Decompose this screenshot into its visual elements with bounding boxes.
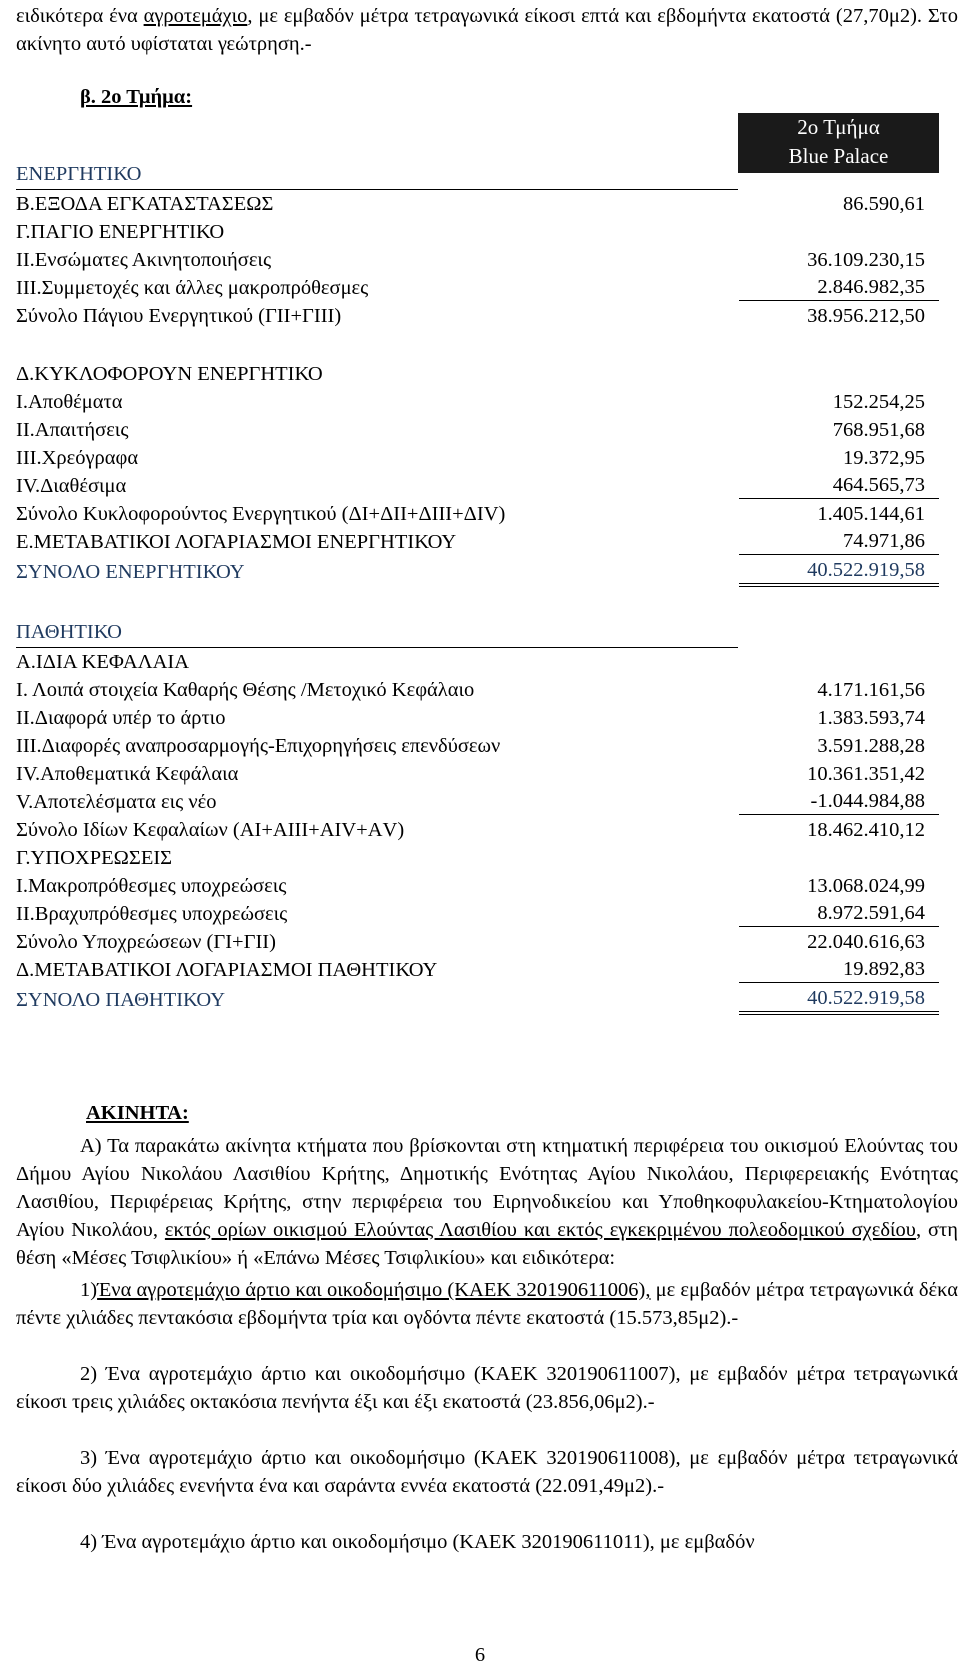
column-header-line-1: 2ο Τμήμα (797, 115, 880, 139)
item-underlined: Ένα αγροτεμάχιο άρτιο και οικοδομήσιμο (ΚΑΕΚ 320190611006), (97, 1279, 651, 1301)
row-label: Σύνολο Ιδίων Κεφαλαίων (ΑΙ+ΑΙΙΙ+ΑΙV+ΑV) (16, 819, 405, 841)
section-title: β. 2ο Τμήμα: (80, 86, 193, 108)
table-row (16, 416, 939, 444)
row-value: 768.951,68 (832, 419, 925, 441)
row-label: ΣΥΝΟΛΟ ΕΝΕΡΓΗΤΙΚΟΥ (16, 561, 245, 583)
row-value: 1.383.593,74 (817, 707, 925, 729)
property-item-3: 3) Ένα αγροτεμάχιο άρτιο και οικοδομήσιμο (ΚΑΕΚ 320190611008), με εμβαδόν μέτρα τετραγωνικά είκοσι δύο χιλιάδες ενενήντα ένα και σαράντα εννέα εκατοστά (22.091,49μ2).- (16, 1447, 958, 1497)
row-value: 2.846.982,35 (739, 274, 939, 301)
row-label: ΙΙΙ.Διαφορές αναπροσαρμογής-Επιχορηγήσεις επενδύσεων (16, 735, 501, 757)
assets-total-row (16, 558, 939, 586)
item-number: 1) (80, 1279, 98, 1301)
properties-heading: ΑΚΙΝΗΤΑ: (86, 1102, 189, 1124)
table-row (16, 274, 939, 302)
column-header-line-2: Blue Palace (788, 144, 889, 168)
row-label: ΙΙ.Βραχυπρόθεσμες υποχρεώσεις (16, 903, 288, 925)
row-value: 4.171.161,56 (817, 679, 925, 701)
liabilities-title: ΠΑΘΗΤΙΚΟ (16, 621, 122, 643)
table-row (16, 302, 939, 330)
property-item-1 (16, 1276, 958, 1332)
table-row (16, 704, 939, 732)
row-label: Γ.ΥΠΟΧΡΕΩΣΕΙΣ (16, 847, 173, 869)
row-label: Α.ΙΔΙΑ ΚΕΦΑΛΑΙΑ (16, 651, 189, 673)
row-label: ΙΙΙ.Συμμετοχές και άλλες μακροπρόθεσμες (16, 277, 369, 299)
table-row (16, 218, 939, 246)
intro-paragraph (16, 2, 958, 58)
table-row (16, 956, 939, 984)
assets-title-row (16, 160, 939, 188)
table-row (16, 872, 939, 900)
intro-text-2: , με εμβαδόν μέτρα τετραγωνικά είκοσι επτά και εβδομήντα εκατοστά (27,70μ2). Στο ακίνητο αυτό υφίσταται γεώτρηση.- (16, 5, 958, 55)
row-label: Ι.Μακροπρόθεσμες υποχρεώσεις (16, 875, 287, 897)
row-value: 22.040.616,63 (807, 931, 925, 953)
table-row (16, 788, 939, 816)
row-label: Σύνολο Πάγιου Ενεργητικού (ΓΙΙ+ΓΙΙΙ) (16, 305, 342, 327)
table-row (16, 246, 939, 274)
row-value: 36.109.230,15 (807, 249, 925, 271)
table-row (16, 190, 939, 218)
liabilities-total-row (16, 986, 939, 1014)
row-label: Σύνολο Κυκλοφορούντος Ενεργητικού (ΔΙ+ΔΙΙ+ΔΙΙΙ+ΔΙV) (16, 503, 506, 525)
table-row (16, 732, 939, 760)
row-value: 40.522.919,58 (739, 558, 939, 587)
table-row (16, 760, 939, 788)
row-value: 8.972.591,64 (739, 900, 939, 927)
row-label: IV.Διαθέσιμα (16, 475, 127, 497)
row-label: V.Αποτελέσματα εις νέο (16, 791, 217, 813)
row-label: ΙΙ.Απαιτήσεις (16, 419, 129, 441)
liabilities-title-row (16, 618, 939, 646)
row-label: Ι. Λοιπά στοιχεία Καθαρής Θέσης /Μετοχικό Κεφάλαιο (16, 679, 475, 701)
table-row (16, 816, 939, 844)
row-value: 3.591.288,28 (817, 735, 925, 757)
table-row (16, 528, 939, 556)
row-label: ΙΙ.Διαφορά υπέρ το άρτιο (16, 707, 226, 729)
row-label: Ε.ΜΕΤΑΒΑΤΙΚΟΙ ΛΟΓΑΡΙΑΣΜΟΙ ΕΝΕΡΓΗΤΙΚΟΥ (16, 531, 457, 553)
table-row (16, 844, 939, 872)
row-label: ΣΥΝΟΛΟ ΠΑΘΗΤΙΚΟΥ (16, 989, 226, 1011)
paragraph-a-text: Α) Τα παρακάτω ακίνητα κτήματα που βρίσκονται στη κτηματική περιφέρεια του οικισμού Ελούντας του Δήμου Αγίου Νικολάου Λασιθίου Κρήτης, Δημοτικής Ενότητας Αγίου Νικολάου, Περιφερειακής Ενότητας Λασιθίου, Περιφέρειας Κρήτης, στην περιφέρεια του Ειρηνοδικείου και Υποθηκοφυλακείου-Κτηματολογίου Αγίου Νικολάου, (16, 1135, 958, 1241)
row-value: 1.405.144,61 (817, 503, 925, 525)
table-row (16, 648, 939, 676)
row-label: Β.ΕΞΟΔΑ ΕΓΚΑΤΑΣΤΑΣΕΩΣ (16, 193, 274, 215)
row-value: 74.971,86 (739, 528, 939, 555)
row-value: 19.372,95 (843, 447, 925, 469)
table-row (16, 388, 939, 416)
table-row (16, 676, 939, 704)
intro-text-1: ειδικότερα ένα (16, 5, 144, 27)
property-item-4: 4) Ένα αγροτεμάχιο άρτιο και οικοδομήσιμο (ΚΑΕΚ 320190611011), με εμβαδόν (80, 1531, 755, 1553)
row-value: 40.522.919,58 (739, 986, 939, 1015)
table-row (16, 472, 939, 500)
row-value: 10.361.351,42 (807, 763, 925, 785)
table-row (16, 900, 939, 928)
row-label: Δ.ΚΥΚΛΟΦΟΡΟΥΝ ΕΝΕΡΓΗΤΙΚΟ (16, 363, 323, 385)
property-item-2: 2) Ένα αγροτεμάχιο άρτιο και οικοδομήσιμο (ΚΑΕΚ 320190611007), με εμβαδόν μέτρα τετραγωνικά είκοσι τρεις χιλιάδες οκτακόσια πενήντα έξι και έξι εκατοστά (23.856,06μ2).- (16, 1363, 958, 1413)
intro-underlined-term: αγροτεμάχιο (143, 5, 248, 27)
row-label: Δ.ΜΕΤΑΒΑΤΙΚΟΙ ΛΟΓΑΡΙΑΣΜΟΙ ΠΑΘΗΤΙΚΟΥ (16, 959, 438, 981)
paragraph-a (16, 1132, 958, 1272)
table-row (16, 500, 939, 528)
row-label: ΙΙ.Ενσώματες Ακινητοποιήσεις (16, 249, 272, 271)
row-value: 464.565,73 (739, 472, 939, 499)
row-label: IV.Αποθεματικά Κεφάλαια (16, 763, 239, 785)
row-value: 38.956.212,50 (807, 305, 925, 327)
paragraph-a-underlined: εκτός ορίων οικισμού Ελούντας Λασιθίου και εκτός εγκεκριμένου πολεοδομικού σχεδίου (164, 1219, 916, 1241)
page-number: 6 (474, 1644, 486, 1666)
row-value: 13.068.024,99 (807, 875, 925, 897)
table-row (16, 444, 939, 472)
row-value: 19.892,83 (739, 956, 939, 983)
row-value: -1.044.984,88 (739, 788, 939, 815)
row-value: 18.462.410,12 (807, 819, 925, 841)
row-value: 86.590,61 (843, 193, 925, 215)
table-row (16, 360, 939, 388)
table-row (16, 928, 939, 956)
item-text: με εμβαδόν μέτρα τετραγωνικά δέκα πέντε χιλιάδες πεντακόσια εβδομήντα τρία και ογδόντα πέντε εκατοστά (15.573,85μ2).- (16, 1279, 958, 1329)
row-label: Σύνολο Υποχρεώσεων (ΓΙ+ΓΙΙ) (16, 931, 276, 953)
row-label: ΙΙΙ.Χρεόγραφα (16, 447, 139, 469)
row-value: 152.254,25 (832, 391, 925, 413)
paragraph-a-text-end: , στη θέση «Μέσες Τσιφλικίου» ή «Επάνω Μέσες Τσιφλικίου» και ειδικότερα: (16, 1219, 959, 1269)
row-label: Γ.ΠΑΓΙΟ ΕΝΕΡΓΗΤΙΚΟ (16, 221, 225, 243)
assets-title: ΕΝΕΡΓΗΤΙΚΟ (16, 163, 142, 185)
row-label: Ι.Αποθέματα (16, 391, 123, 413)
